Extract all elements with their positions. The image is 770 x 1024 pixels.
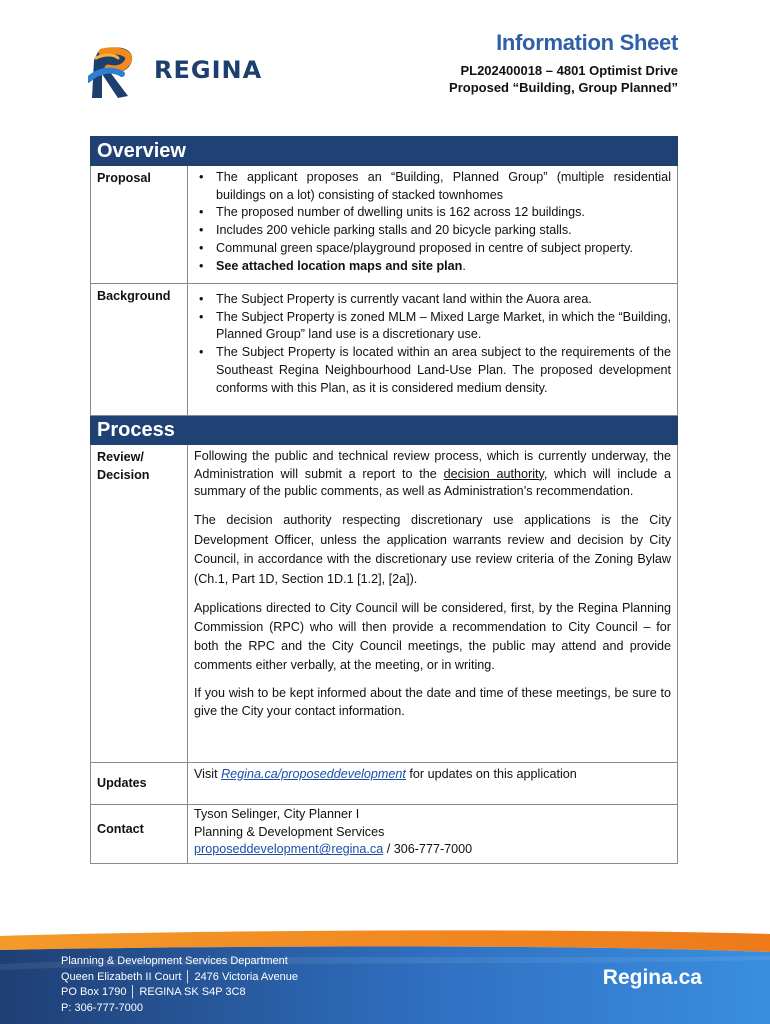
list-item: • The Subject Property is located within an area subject to the requirements of the Southeast Regina Neighbourhood Land-Use Plan. The proposed development conforms with this Plan, as it is considered medium density. xyxy=(194,344,671,397)
site-plan-period: . xyxy=(462,258,466,273)
process-heading: Process xyxy=(91,416,678,445)
contact-name: Tyson Selinger, City Planner I xyxy=(194,807,360,821)
footer-website-link[interactable]: Regina.ca xyxy=(602,966,702,989)
file-number-address: PL202400018 – 4801 Optimist Drive xyxy=(460,63,678,78)
footer-building: Queen Elizabeth II Court │ 2476 Victoria Avenue xyxy=(61,970,299,983)
list-item xyxy=(194,258,671,276)
review-paragraph-3: Applications directed to City Council will be considered, first, by the Regina Planning Commission (RPC) who will then provide a recommendation to City Council – for both the RPC and the City Council meetings, the public may attend and provide comments either verbally, at the meeting, or in writing. xyxy=(194,601,671,673)
updates-prefix: Visit xyxy=(194,767,222,781)
updates-label: Updates xyxy=(91,763,188,805)
review-decision-label xyxy=(91,445,188,763)
background-list xyxy=(194,291,671,397)
review-p1-end: , which will include a summary of the public comments, as well as Administration’s recommendation. xyxy=(194,466,671,499)
review-decision-content xyxy=(188,445,678,763)
footer-department: Planning & Development Services Department xyxy=(61,955,288,967)
page-title: Information Sheet xyxy=(496,30,678,55)
overview-heading: Overview xyxy=(91,137,678,166)
contact-content xyxy=(188,805,678,864)
file-reference xyxy=(449,62,678,96)
header-block xyxy=(449,30,678,96)
proposal-row xyxy=(91,166,678,284)
information-table xyxy=(90,136,678,864)
site-plan-note: See attached location maps and site plan xyxy=(216,258,463,273)
contact-row xyxy=(91,805,678,864)
updates-content xyxy=(188,763,678,805)
review-label-line1: Review/ xyxy=(97,450,144,464)
proposal-label: Proposal xyxy=(91,166,188,284)
proposal-list xyxy=(194,169,671,275)
review-paragraph-2: The decision authority respecting discretionary use applications is the City Development Officer, unless the application warrants review and decision by City Council, in accordance with the discretionary use review criteria of the Zoning Bylaw (Ch.1, Part 1D, Section 1D.1 [1.2], [2a]). xyxy=(194,513,671,586)
footer-po-box: PO Box 1790 │ REGINA SK S4P 3C8 xyxy=(61,986,246,998)
proposal-content xyxy=(188,166,678,284)
contact-email-link[interactable]: proposeddevelopment@regina.ca xyxy=(194,842,384,857)
regina-r-mark-icon xyxy=(88,44,154,100)
review-decision-row xyxy=(91,445,678,763)
proposed-use: Proposed “Building, Group Planned” xyxy=(449,80,678,95)
overview-header-row xyxy=(91,137,678,166)
review-label-line2: Decision xyxy=(97,467,150,482)
background-row xyxy=(91,284,678,416)
list-item: • Communal green space/playground proposed in centre of subject property. xyxy=(194,240,671,258)
background-content xyxy=(188,284,678,416)
logo-wordmark: REGINA xyxy=(154,56,263,84)
contact-department: Planning & Development Services xyxy=(194,824,385,839)
process-header-row xyxy=(91,416,678,445)
contact-phone: / 306-777-7000 xyxy=(383,842,473,857)
review-p1-start: Following the public and technical review process, which is currently underway, the Administration will submit a report to the xyxy=(194,449,671,481)
list-item: • The Subject Property is zoned MLM – Mixed Large Market, in which the “Building, Planned Group” land use is a discretionary use. xyxy=(194,309,671,344)
updates-suffix: for updates on this application xyxy=(405,767,577,781)
footer-address xyxy=(61,954,298,1016)
list-item: • The applicant proposes an “Building, Planned Group” (multiple residential buildings on a lot) consisting of stacked townhomes xyxy=(194,169,671,204)
contact-email-phone xyxy=(194,841,671,859)
proposed-development-link[interactable]: Regina.ca/proposeddevelopment xyxy=(221,767,406,781)
list-item: • The Subject Property is currently vacant land within the Auora area. xyxy=(194,291,671,309)
list-item: • Includes 200 vehicle parking stalls and 20 bicycle parking stalls. xyxy=(194,222,671,240)
review-paragraph-1 xyxy=(194,448,671,501)
footer-phone: P: 306-777-7000 xyxy=(61,1001,143,1014)
review-paragraph-4: If you wish to be kept informed about the date and time of these meetings, be sure to give the City your contact information. xyxy=(194,686,671,718)
updates-row xyxy=(91,763,678,805)
regina-logo xyxy=(88,44,268,100)
contact-label: Contact xyxy=(91,805,188,864)
background-label: Background xyxy=(91,284,188,416)
decision-authority-link[interactable]: decision authority xyxy=(443,466,544,481)
list-item: • The proposed number of dwelling units is 162 across 12 buildings. xyxy=(194,204,671,222)
